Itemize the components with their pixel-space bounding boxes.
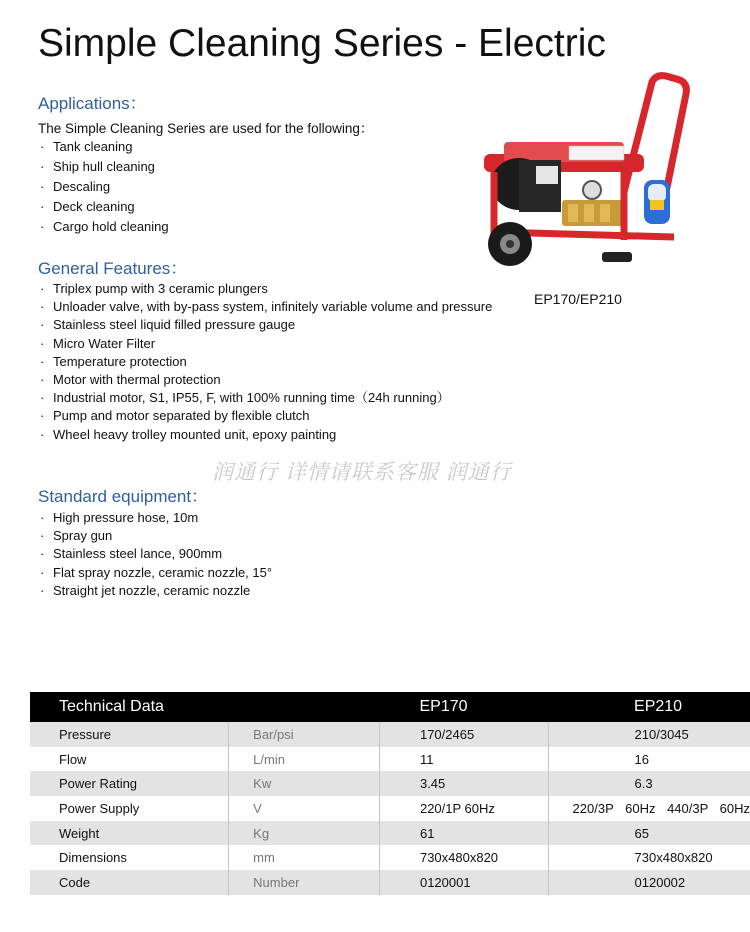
product-caption: EP170/EP210 — [534, 291, 622, 307]
list-item: · Pump and motor separated by flexible clutch — [38, 407, 492, 425]
applications-heading: Applications： — [38, 94, 147, 113]
applications-list — [38, 137, 169, 237]
table-header-row — [30, 692, 750, 722]
row-ep210: 220/3P 60Hz 440/3P 60Hz — [548, 796, 750, 821]
list-item: · Flat spray nozzle, ceramic nozzle, 15° — [38, 564, 272, 582]
list-item: · High pressure hose, 10m — [38, 509, 272, 527]
row-name: Code — [30, 870, 229, 895]
standard-list — [38, 509, 272, 600]
list-item: · Descaling — [38, 177, 169, 197]
header-ep210: EP210 — [548, 692, 750, 722]
list-item: · Triplex pump with 3 ceramic plungers — [38, 280, 492, 298]
table-row — [30, 722, 750, 747]
list-item: · Spray gun — [38, 527, 272, 545]
watermark-text: 润通行 详情请联系客服 润通行 — [212, 461, 512, 484]
list-item: · Stainless steel liquid filled pressure gauge — [38, 316, 492, 334]
row-unit: Bar/psi — [229, 722, 380, 747]
row-ep210: 65 — [548, 821, 750, 846]
row-name: Pressure — [30, 722, 229, 747]
row-ep210: 730x480x820 — [548, 845, 750, 870]
row-ep210: 210/3045 — [548, 722, 750, 747]
list-item: · Ship hull cleaning — [38, 157, 169, 177]
row-unit: Kg — [229, 821, 380, 846]
table-row — [30, 870, 750, 895]
list-item: · Industrial motor, S1, IP55, F, with 100% running time（24h running） — [38, 389, 492, 407]
list-item: · Stainless steel lance, 900mm — [38, 545, 272, 563]
row-ep170: 0120001 — [379, 870, 548, 895]
row-unit: L/min — [229, 747, 380, 772]
row-ep170: 11 — [379, 747, 548, 772]
list-item: · Deck cleaning — [38, 197, 169, 217]
row-ep170: 730x480x820 — [379, 845, 548, 870]
row-unit: Number — [229, 870, 380, 895]
applications-intro: The Simple Cleaning Series are used for the following： — [38, 121, 374, 136]
row-ep210: 0120002 — [548, 870, 750, 895]
row-unit: mm — [229, 845, 380, 870]
list-item: · Straight jet nozzle, ceramic nozzle — [38, 582, 272, 600]
row-ep170: 170/2465 — [379, 722, 548, 747]
row-ep170: 3.45 — [379, 771, 548, 796]
row-ep170: 61 — [379, 821, 548, 846]
list-item: · Cargo hold cleaning — [38, 217, 169, 237]
row-ep210: 16 — [548, 747, 750, 772]
row-unit: V — [229, 796, 380, 821]
list-item: · Tank cleaning — [38, 137, 169, 157]
row-name: Power Rating — [30, 771, 229, 796]
table-row — [30, 796, 750, 821]
standard-heading: Standard equipment： — [38, 487, 209, 506]
row-ep170: 220/1P 60Hz — [379, 796, 548, 821]
table-row — [30, 821, 750, 846]
table-row — [30, 747, 750, 772]
pressure-washer-image — [474, 72, 704, 282]
row-name: Dimensions — [59, 850, 127, 866]
row-ep210: 6.3 — [548, 771, 750, 796]
row-name: Power Supply — [59, 800, 140, 816]
header-label: Technical Data — [30, 692, 229, 722]
features-list — [38, 280, 492, 444]
table-row — [30, 845, 750, 870]
table-row — [30, 771, 750, 796]
header-unit — [229, 692, 380, 722]
header-ep170: EP170 — [379, 692, 548, 722]
features-heading: General Features： — [38, 259, 188, 278]
row-unit: Kw — [229, 771, 380, 796]
list-item: · Temperature protection — [38, 353, 492, 371]
page-title: Simple Cleaning Series - Electric — [38, 22, 606, 65]
list-item: · Wheel heavy trolley mounted unit, epoxy painting — [38, 426, 492, 444]
row-name: Weight — [30, 821, 229, 846]
technical-data-table — [30, 692, 750, 895]
list-item: · Micro Water Filter — [38, 335, 492, 353]
row-name: Flow — [59, 751, 87, 767]
list-item: · Motor with thermal protection — [38, 371, 492, 389]
list-item: · Unloader valve, with by-pass system, infinitely variable volume and pressure — [38, 298, 492, 316]
